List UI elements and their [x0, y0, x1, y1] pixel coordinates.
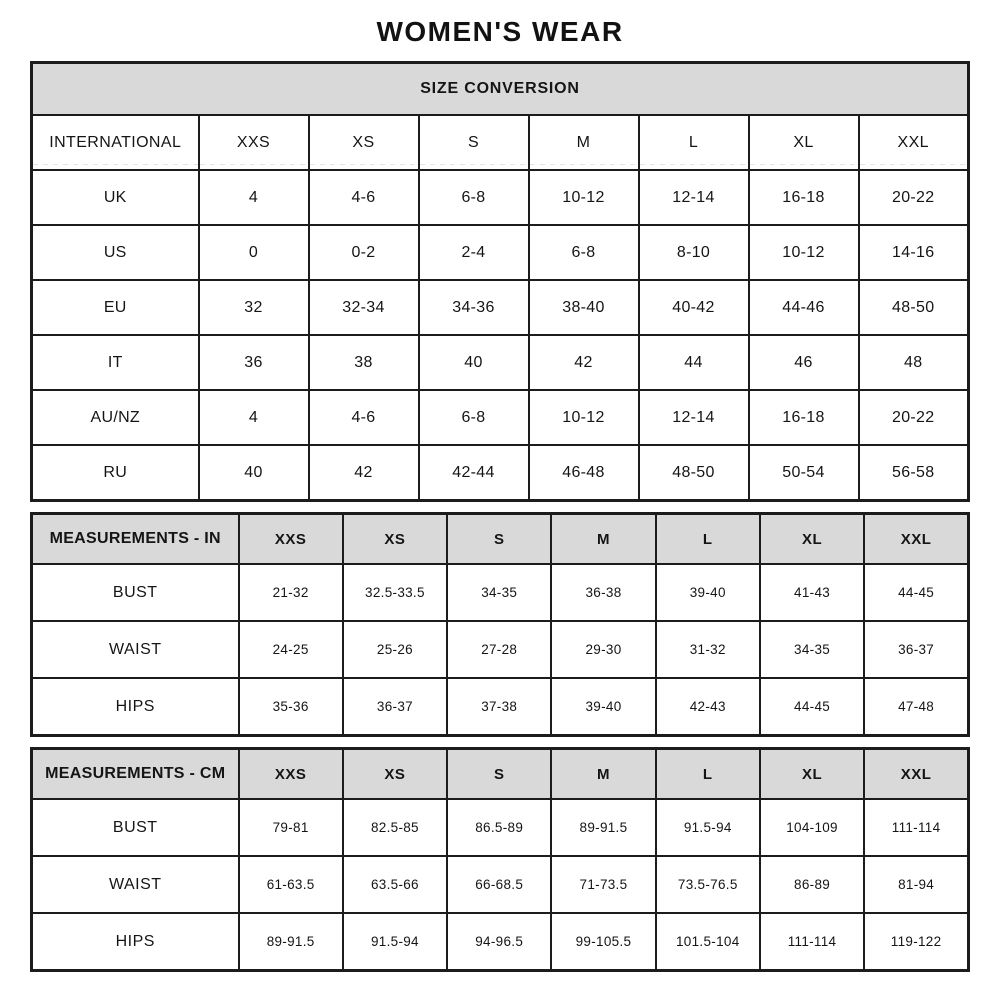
table-row-hips-cm: [32, 913, 969, 971]
row-label-us: US: [32, 225, 199, 280]
size-column-header-xxs: XXS: [199, 115, 309, 170]
measurement-cell: 27-28: [447, 621, 551, 678]
measurement-cell: 89-91.5: [551, 799, 655, 856]
size-column-header-s: S: [447, 749, 551, 800]
table-row-waist-in: [32, 621, 969, 678]
size-cell: 44: [639, 335, 749, 390]
table-row-us: [32, 225, 969, 280]
row-label-uk: UK: [32, 170, 199, 225]
row-label-hips: HIPS: [32, 913, 239, 971]
size-cell: 44-46: [749, 280, 859, 335]
measurement-cell: 91.5-94: [656, 799, 760, 856]
measurement-cell: 25-26: [343, 621, 447, 678]
size-cell: 10-12: [529, 170, 639, 225]
measurement-cell: 37-38: [447, 678, 551, 736]
table-row-uk: [32, 170, 969, 225]
measurements-in-header-row: [32, 514, 969, 565]
size-cell: 4-6: [309, 170, 419, 225]
size-cell: 46-48: [529, 445, 639, 501]
size-cell: 40-42: [639, 280, 749, 335]
size-column-header-xxs: XXS: [239, 514, 343, 565]
size-cell: 34-36: [419, 280, 529, 335]
size-chart-page: [30, 0, 970, 972]
size-cell: 6-8: [529, 225, 639, 280]
size-cell: 36: [199, 335, 309, 390]
measurement-cell: 32.5-33.5: [343, 564, 447, 621]
measurement-cell: 39-40: [551, 678, 655, 736]
size-cell: 46: [749, 335, 859, 390]
measurement-cell: 24-25: [239, 621, 343, 678]
size-column-header-xxs: XXS: [239, 749, 343, 800]
measurement-cell: 35-36: [239, 678, 343, 736]
table-row-bust-in: [32, 564, 969, 621]
measurement-cell: 82.5-85: [343, 799, 447, 856]
size-cell: 4-6: [309, 390, 419, 445]
measurement-cell: 21-32: [239, 564, 343, 621]
table-row-ru: [32, 445, 969, 501]
size-cell: 32: [199, 280, 309, 335]
size-cell: 4: [199, 390, 309, 445]
size-conversion-header-row: [32, 115, 969, 170]
row-label-eu: EU: [32, 280, 199, 335]
row-label-waist: WAIST: [32, 856, 239, 913]
size-cell: 0: [199, 225, 309, 280]
size-cell: 40: [199, 445, 309, 501]
measurement-cell: 79-81: [239, 799, 343, 856]
size-cell: 38: [309, 335, 419, 390]
size-cell: 48-50: [859, 280, 969, 335]
measurement-cell: 91.5-94: [343, 913, 447, 971]
size-cell: 4: [199, 170, 309, 225]
size-cell: 12-14: [639, 390, 749, 445]
measurements-cm-title: MEASUREMENTS - CM: [32, 749, 239, 800]
size-cell: 48-50: [639, 445, 749, 501]
measurement-cell: 66-68.5: [447, 856, 551, 913]
size-column-header-l: L: [656, 514, 760, 565]
row-label-bust: BUST: [32, 799, 239, 856]
measurement-cell: 119-122: [864, 913, 968, 971]
size-column-header-xxl: XXL: [864, 514, 968, 565]
size-column-header-xl: XL: [760, 749, 864, 800]
measurement-cell: 41-43: [760, 564, 864, 621]
size-cell: 42: [529, 335, 639, 390]
row-label-aunz: AU/NZ: [32, 390, 199, 445]
size-cell: 2-4: [419, 225, 529, 280]
measurement-cell: 111-114: [760, 913, 864, 971]
size-cell: 50-54: [749, 445, 859, 501]
table-row-hips-in: [32, 678, 969, 736]
measurement-cell: 89-91.5: [239, 913, 343, 971]
measurement-cell: 63.5-66: [343, 856, 447, 913]
size-column-header-xl: XL: [749, 115, 859, 170]
measurement-cell: 71-73.5: [551, 856, 655, 913]
measurement-cell: 34-35: [760, 621, 864, 678]
page-title: WOMEN'S WEAR: [376, 16, 624, 47]
size-cell: 6-8: [419, 170, 529, 225]
row-label-hips: HIPS: [32, 678, 239, 736]
measurement-cell: 44-45: [760, 678, 864, 736]
measurement-cell: 36-37: [343, 678, 447, 736]
measurement-cell: 61-63.5: [239, 856, 343, 913]
size-column-header-l: L: [656, 749, 760, 800]
size-cell: 48: [859, 335, 969, 390]
measurement-cell: 73.5-76.5: [656, 856, 760, 913]
size-column-header-xl: XL: [760, 514, 864, 565]
size-column-header-s: S: [419, 115, 529, 170]
measurement-cell: 86.5-89: [447, 799, 551, 856]
size-conversion-caption-row: [32, 63, 969, 116]
measurements-in-title: MEASUREMENTS - IN: [32, 514, 239, 565]
size-cell: 42-44: [419, 445, 529, 501]
size-column-header-xs: XS: [309, 115, 419, 170]
row-label-waist: WAIST: [32, 621, 239, 678]
table-row-eu: [32, 280, 969, 335]
table-row-bust-cm: [32, 799, 969, 856]
measurement-cell: 104-109: [760, 799, 864, 856]
size-column-header-m: M: [551, 514, 655, 565]
measurement-cell: 34-35: [447, 564, 551, 621]
measurement-cell: 99-105.5: [551, 913, 655, 971]
measurements-in-table: [30, 512, 970, 737]
size-cell: 14-16: [859, 225, 969, 280]
measurement-cell: 31-32: [656, 621, 760, 678]
size-cell: 32-34: [309, 280, 419, 335]
measurement-cell: 36-38: [551, 564, 655, 621]
measurements-cm-table: [30, 747, 970, 972]
size-cell: 42: [309, 445, 419, 501]
table-row-waist-cm: [32, 856, 969, 913]
size-cell: 20-22: [859, 390, 969, 445]
corner-label-international: INTERNATIONAL: [32, 115, 199, 170]
measurement-cell: 101.5-104: [656, 913, 760, 971]
size-cell: 12-14: [639, 170, 749, 225]
size-cell: 6-8: [419, 390, 529, 445]
size-column-header-xxl: XXL: [864, 749, 968, 800]
size-cell: 38-40: [529, 280, 639, 335]
size-cell: 40: [419, 335, 529, 390]
measurements-cm-header-row: [32, 749, 969, 800]
row-label-ru: RU: [32, 445, 199, 501]
size-cell: 10-12: [529, 390, 639, 445]
measurement-cell: 94-96.5: [447, 913, 551, 971]
size-column-header-l: L: [639, 115, 749, 170]
size-cell: 16-18: [749, 170, 859, 225]
size-column-header-xs: XS: [343, 514, 447, 565]
size-column-header-xxl: XXL: [859, 115, 969, 170]
measurement-cell: 39-40: [656, 564, 760, 621]
table-row-aunz: [32, 390, 969, 445]
size-cell: 0-2: [309, 225, 419, 280]
size-cell: 16-18: [749, 390, 859, 445]
measurement-cell: 36-37: [864, 621, 968, 678]
measurement-cell: 47-48: [864, 678, 968, 736]
size-cell: 10-12: [749, 225, 859, 280]
size-column-header-xs: XS: [343, 749, 447, 800]
measurement-cell: 81-94: [864, 856, 968, 913]
row-label-bust: BUST: [32, 564, 239, 621]
measurement-cell: 86-89: [760, 856, 864, 913]
measurement-cell: 111-114: [864, 799, 968, 856]
size-conversion-table: [30, 61, 970, 502]
measurement-cell: 44-45: [864, 564, 968, 621]
size-cell: 56-58: [859, 445, 969, 501]
size-column-header-m: M: [551, 749, 655, 800]
table-row-it: [32, 335, 969, 390]
measurement-cell: 42-43: [656, 678, 760, 736]
size-conversion-caption: SIZE CONVERSION: [32, 63, 969, 116]
measurement-cell: 29-30: [551, 621, 655, 678]
size-column-header-s: S: [447, 514, 551, 565]
size-column-header-m: M: [529, 115, 639, 170]
size-cell: 8-10: [639, 225, 749, 280]
row-label-it: IT: [32, 335, 199, 390]
size-cell: 20-22: [859, 170, 969, 225]
